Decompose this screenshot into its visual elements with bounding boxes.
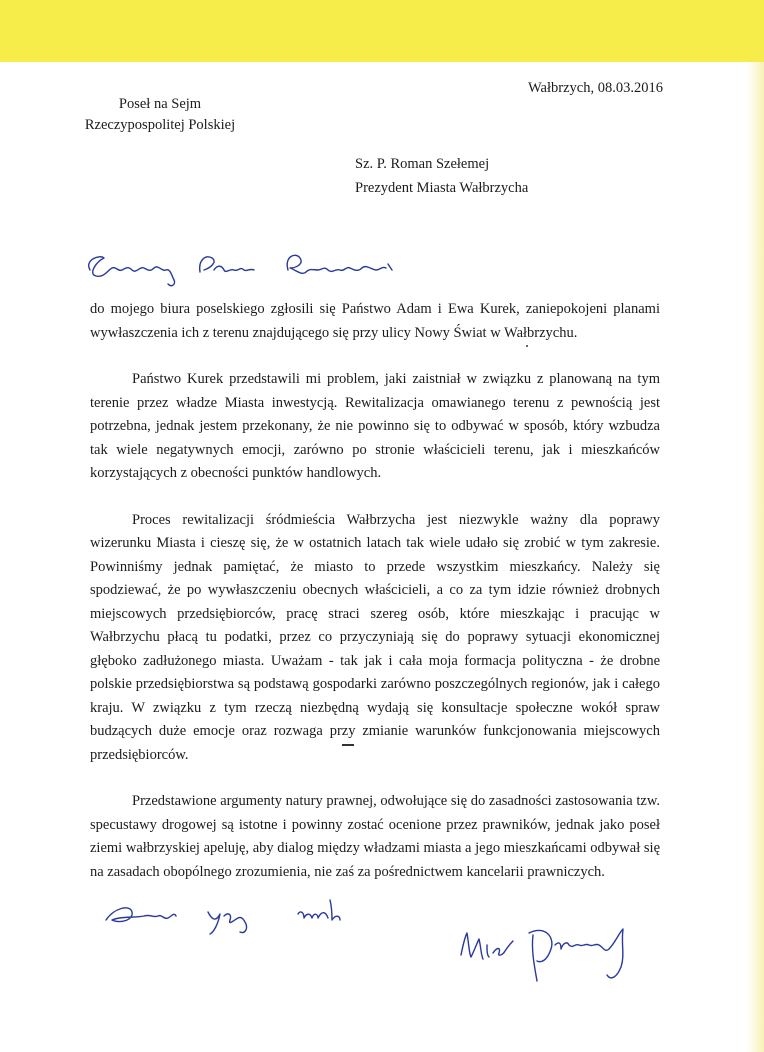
body-paragraph-4: Przedstawione argumenty natury prawnej, odwołujące się do zasadności zastosowania tzw. specustawy drogowej są istotne i powinny zostać ocenione przez prawników, jednak jako poseł ziemi wałbrzyskiej apeluję, aby dialog między władzami miasta a jego mieszkańcami odbywał się na zasadach obopólnego zrozumienia, nie zaś za pośrednictwem kancelarii prawniczych. [90,793,660,880]
recipient-title: Prezydent Miasta Wałbrzycha [355,180,529,196]
body-paragraph-3: Proces rewitalizacji śródmieścia Wałbrzycha jest niezwykle ważny dla poprawy wizerunku Miasta i cieszę się, że w ostatnich latach tak wiele udało się zrobić w tym zakresie. Powinniśmy jednak pamiętać, że miasto to przede wszystkim mieszkańcy. Należy się spodziewać, że po wywłaszczeniu obecnych właścicieli, a co za tym idzie również drobnych miejscowych przedsiębiorców, pracę straci szereg osób, które mieszkając i pracując w Wałbrzychu płacą tu podatki, przez co przyczyniają się do poprawy sytuacji ekonomicznej głęboko zadłużonego miasta. Uważam - tak jak i cała moja formacja polityczna - że drobne polskie przedsiębiorstwa są podstawą gospodarki zarówno poszczególnych regionów, jak i całego kraju. W związku z tym rzeczą niezbędną wydają się konsultacje społeczne wokół spraw budzących duże emocje oraz rozwaga przy zmianie warunków funkcjonowania miejscowych przedsiębiorców. [90,511,660,763]
body-paragraph-1: do mojego biura poselskiego zgłosili się Państwo Adam i Ewa Kurek, zaniepokojeni planami wywłaszczenia ich z terenu znajdującego się przy ulicy Nowy Świat w Wałbrzychu. [90,301,660,341]
page-edge-tint [746,62,764,1052]
body-paragraph-2: Państwo Kurek przedstawili mi problem, jaki zaistniał w związku z planowaną na tym terenie przez władze Miasta inwestycją. Rewitalizacja omawianego terenu z pewnością jest potrzebna, jednak jestem przekonany, że nie powinno się to odbywać w sposób, który wzbudza tak wiele negatywnych emocji, zarówno po stronie właścicieli terenu, jak i mieszkańców korzystających z obecności punktów handlowych. [90,371,660,481]
ink-speck [526,345,528,347]
letter-date: Wałbrzych, 08.03.2016 [528,80,663,96]
handwritten-closing [100,890,360,940]
ink-dash-mark [342,744,354,746]
letterhead-yellow-band [0,0,764,62]
sender-line1: Poseł na Sejm [118,96,202,112]
signature [455,915,645,995]
letter-body [90,298,660,884]
recipient-block [355,152,528,200]
handwritten-salutation [82,240,412,290]
recipient-name: Sz. P. Roman Szełemej [355,156,490,172]
sender-line2: Rzeczypospolitej Polskiej [84,117,236,133]
sender-block [60,94,260,136]
